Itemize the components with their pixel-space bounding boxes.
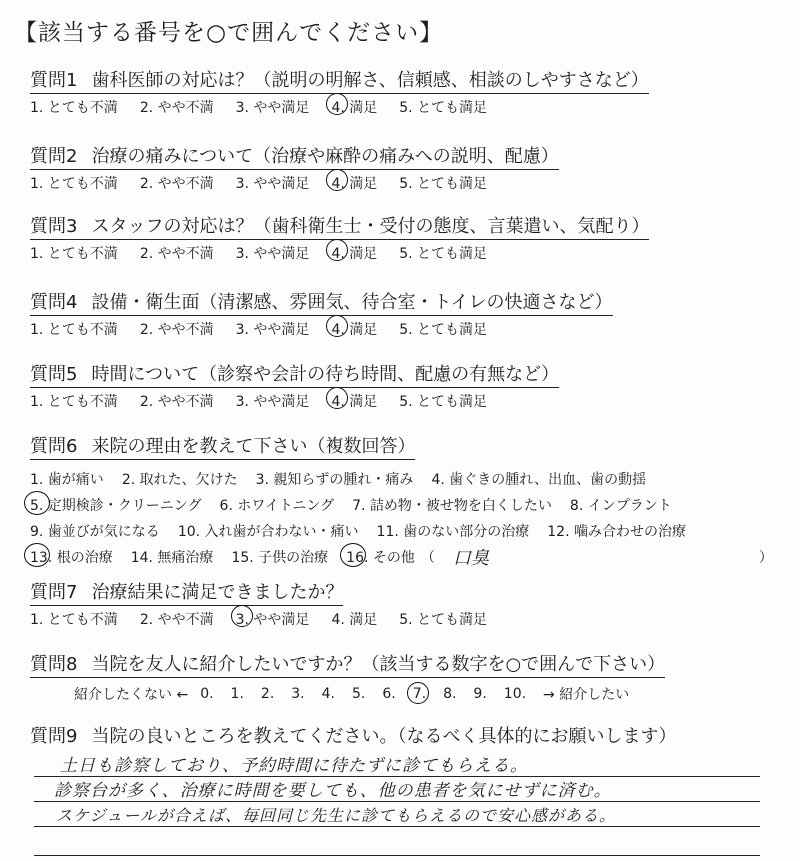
reason-option[interactable]: 14. 無痛治療 — [130, 550, 214, 566]
question-2-text: 治療の痛みについて（治療や麻酔の痛みへの説明、配慮） — [91, 146, 559, 167]
reason-option[interactable]: 11. 歯のない部分の治療 — [376, 524, 530, 540]
question-8 — [30, 650, 790, 704]
reason-option-selected[interactable]: 5. 定期検診・クリーニング — [30, 495, 202, 515]
question-3-text: スタッフの対応は？（歯科衛生士・受付の態度、言葉遣い、気配り） — [91, 216, 650, 237]
option-5[interactable]: 5. とても満足 — [399, 612, 488, 628]
reason-option[interactable]: 12. 噛み合わせの治療 — [547, 524, 686, 540]
scale-right-label: → 紹介したい — [543, 687, 630, 703]
question-2-options — [30, 173, 790, 193]
scale-value[interactable]: 8. — [443, 686, 457, 702]
reason-option[interactable]: 8. インプラント — [569, 498, 672, 514]
question-5-options — [30, 391, 790, 411]
option-1[interactable]: 1. とても不満 — [30, 100, 118, 116]
reason-option[interactable]: 4. 歯ぐきの腫れ、出血、歯の動揺 — [431, 472, 647, 488]
scale-value[interactable]: 1. — [230, 686, 244, 702]
question-2-number: 質問2 — [30, 146, 78, 167]
option-2[interactable]: 2. やや不満 — [139, 394, 214, 410]
question-2 — [30, 142, 790, 193]
question-3-number: 質問3 — [30, 216, 78, 237]
answer-line[interactable] — [34, 802, 760, 827]
selected-option[interactable]: 4. 満足 — [331, 173, 377, 193]
question-1 — [30, 66, 790, 117]
question-4 — [30, 288, 790, 339]
form-title: 【該当する番号を○で囲んでください】 — [14, 20, 444, 46]
answer-line[interactable] — [34, 752, 760, 777]
option-1[interactable]: 1. とても不満 — [30, 246, 118, 262]
selected-option[interactable]: 4. 満足 — [331, 319, 377, 339]
handwritten-answer: 土日も診察しており、予約時間に待たずに診てもらえる。 — [60, 756, 528, 776]
question-9-text: 当院の良いところを教えてください。（なるべく具体的にお願いします） — [91, 726, 677, 747]
question-3-options — [30, 243, 790, 263]
answer-line[interactable] — [34, 777, 760, 802]
reason-option[interactable]: 15. 子供の治療 — [231, 550, 329, 566]
option-2[interactable]: 2. やや不満 — [139, 176, 214, 192]
answer-lines — [34, 752, 760, 856]
question-7-text: 治療結果に満足できましたか？ — [91, 582, 344, 603]
option-1[interactable]: 1. とても不満 — [30, 612, 118, 628]
question-6-number: 質問6 — [30, 436, 78, 457]
scale-value[interactable]: 10. — [503, 686, 527, 702]
option-3[interactable]: 3. やや満足 — [235, 322, 310, 338]
question-7-options — [30, 609, 790, 629]
question-3 — [30, 212, 790, 263]
scale-value[interactable]: 5. — [351, 686, 366, 702]
question-6-options — [30, 466, 790, 570]
handwritten-answer: 診察台が多く、治療に時間を要しても、他の患者を気にせずに済む。 — [54, 781, 612, 801]
scale-value[interactable]: 9. — [473, 686, 487, 702]
selected-option[interactable]: 3. やや満足 — [236, 609, 310, 629]
question-9-number: 質問9 — [30, 726, 78, 747]
option-2[interactable]: 2. やや不満 — [139, 612, 214, 628]
option-5[interactable]: 5. とても満足 — [399, 322, 488, 338]
scale-left-label: 紹介したくない ← — [74, 687, 189, 703]
option-2[interactable]: 2. やや不満 — [139, 246, 214, 262]
question-7 — [30, 578, 790, 629]
question-6 — [30, 432, 790, 570]
other-close-paren: ） — [758, 550, 773, 566]
option-3[interactable]: 3. やや満足 — [235, 246, 310, 262]
option-2[interactable]: 2. やや不満 — [139, 100, 214, 116]
option-5[interactable]: 5. とても満足 — [399, 394, 488, 410]
question-4-text: 設備・衛生面（清潔感、雰囲気、待合室・トイレの快適さなど） — [91, 292, 613, 313]
option-3[interactable]: 3. やや満足 — [235, 176, 310, 192]
option-5[interactable]: 5. とても満足 — [399, 246, 488, 262]
answer-line[interactable] — [34, 827, 760, 856]
option-5[interactable]: 5. とても満足 — [399, 100, 488, 116]
option-1[interactable]: 1. とても不満 — [30, 176, 118, 192]
scale-value[interactable]: 2. — [260, 686, 275, 702]
handwritten-answer: スケジュールが合えば、毎回同じ先生に診てもらえるので安心感がある。 — [56, 806, 617, 825]
question-6-text: 来院の理由を教えて下さい（複数回答） — [91, 436, 416, 457]
selected-option[interactable]: 4. 満足 — [331, 391, 377, 411]
option-1[interactable]: 1. とても不満 — [30, 322, 118, 338]
reason-option-selected[interactable]: 13. 根の治療 — [30, 547, 113, 567]
selected-option[interactable]: 4. 満足 — [331, 243, 377, 263]
scale-value[interactable]: 6. — [382, 686, 396, 702]
question-1-text: 歯科医師の対応は？（説明の明解さ、信頼感、相談のしやすさなど） — [91, 70, 649, 91]
reason-option[interactable]: 6. ホワイトニング — [219, 498, 335, 514]
scale-value[interactable]: 4. — [321, 686, 335, 702]
option-5[interactable]: 5. とても満足 — [399, 176, 488, 192]
reason-option-other-selected[interactable]: 16. その他 — [346, 547, 415, 567]
other-handwritten-answer[interactable]: 口臭 — [452, 548, 489, 569]
reason-option[interactable]: 3. 親知らずの腫れ・痛み — [255, 472, 414, 488]
scale-value[interactable]: 3. — [291, 686, 305, 702]
question-5 — [30, 360, 790, 411]
question-4-number: 質問4 — [30, 292, 78, 313]
question-1-options — [30, 97, 790, 117]
question-7-number: 質問7 — [30, 582, 78, 603]
option-4[interactable]: 4. 満足 — [331, 612, 378, 628]
option-2[interactable]: 2. やや不満 — [139, 322, 214, 338]
question-5-number: 質問5 — [30, 364, 78, 385]
question-5-text: 時間について（診察や会計の待ち時間、配慮の有無など） — [91, 364, 560, 385]
question-4-options — [30, 319, 790, 339]
scale-value-selected[interactable]: 7. — [412, 686, 427, 702]
reason-option[interactable]: 9. 歯並びが気になる — [30, 524, 160, 540]
recommend-scale — [74, 684, 790, 704]
option-3[interactable]: 3. やや満足 — [235, 100, 310, 116]
option-1[interactable]: 1. とても不満 — [30, 394, 118, 410]
reason-option[interactable]: 7. 詰め物・被せ物を白くしたい — [352, 498, 552, 514]
question-8-number: 質問8 — [30, 654, 78, 675]
reason-option[interactable]: 10. 入れ歯が合わない・痛い — [177, 524, 359, 540]
question-1-number: 質問1 — [30, 70, 78, 91]
reason-option[interactable]: 2. 取れた、欠けた — [121, 472, 238, 488]
option-3[interactable]: 3. やや満足 — [235, 394, 310, 410]
question-8-text: 当院を友人に紹介したいですか？（該当する数字を○で囲んで下さい） — [91, 654, 666, 675]
scale-value[interactable]: 0. — [200, 686, 214, 702]
question-9 — [30, 722, 790, 749]
reason-option[interactable]: 1. 歯が痛い — [30, 472, 104, 488]
other-open-paren: （ — [420, 550, 435, 566]
selected-option[interactable]: 4. 満足 — [331, 97, 377, 117]
